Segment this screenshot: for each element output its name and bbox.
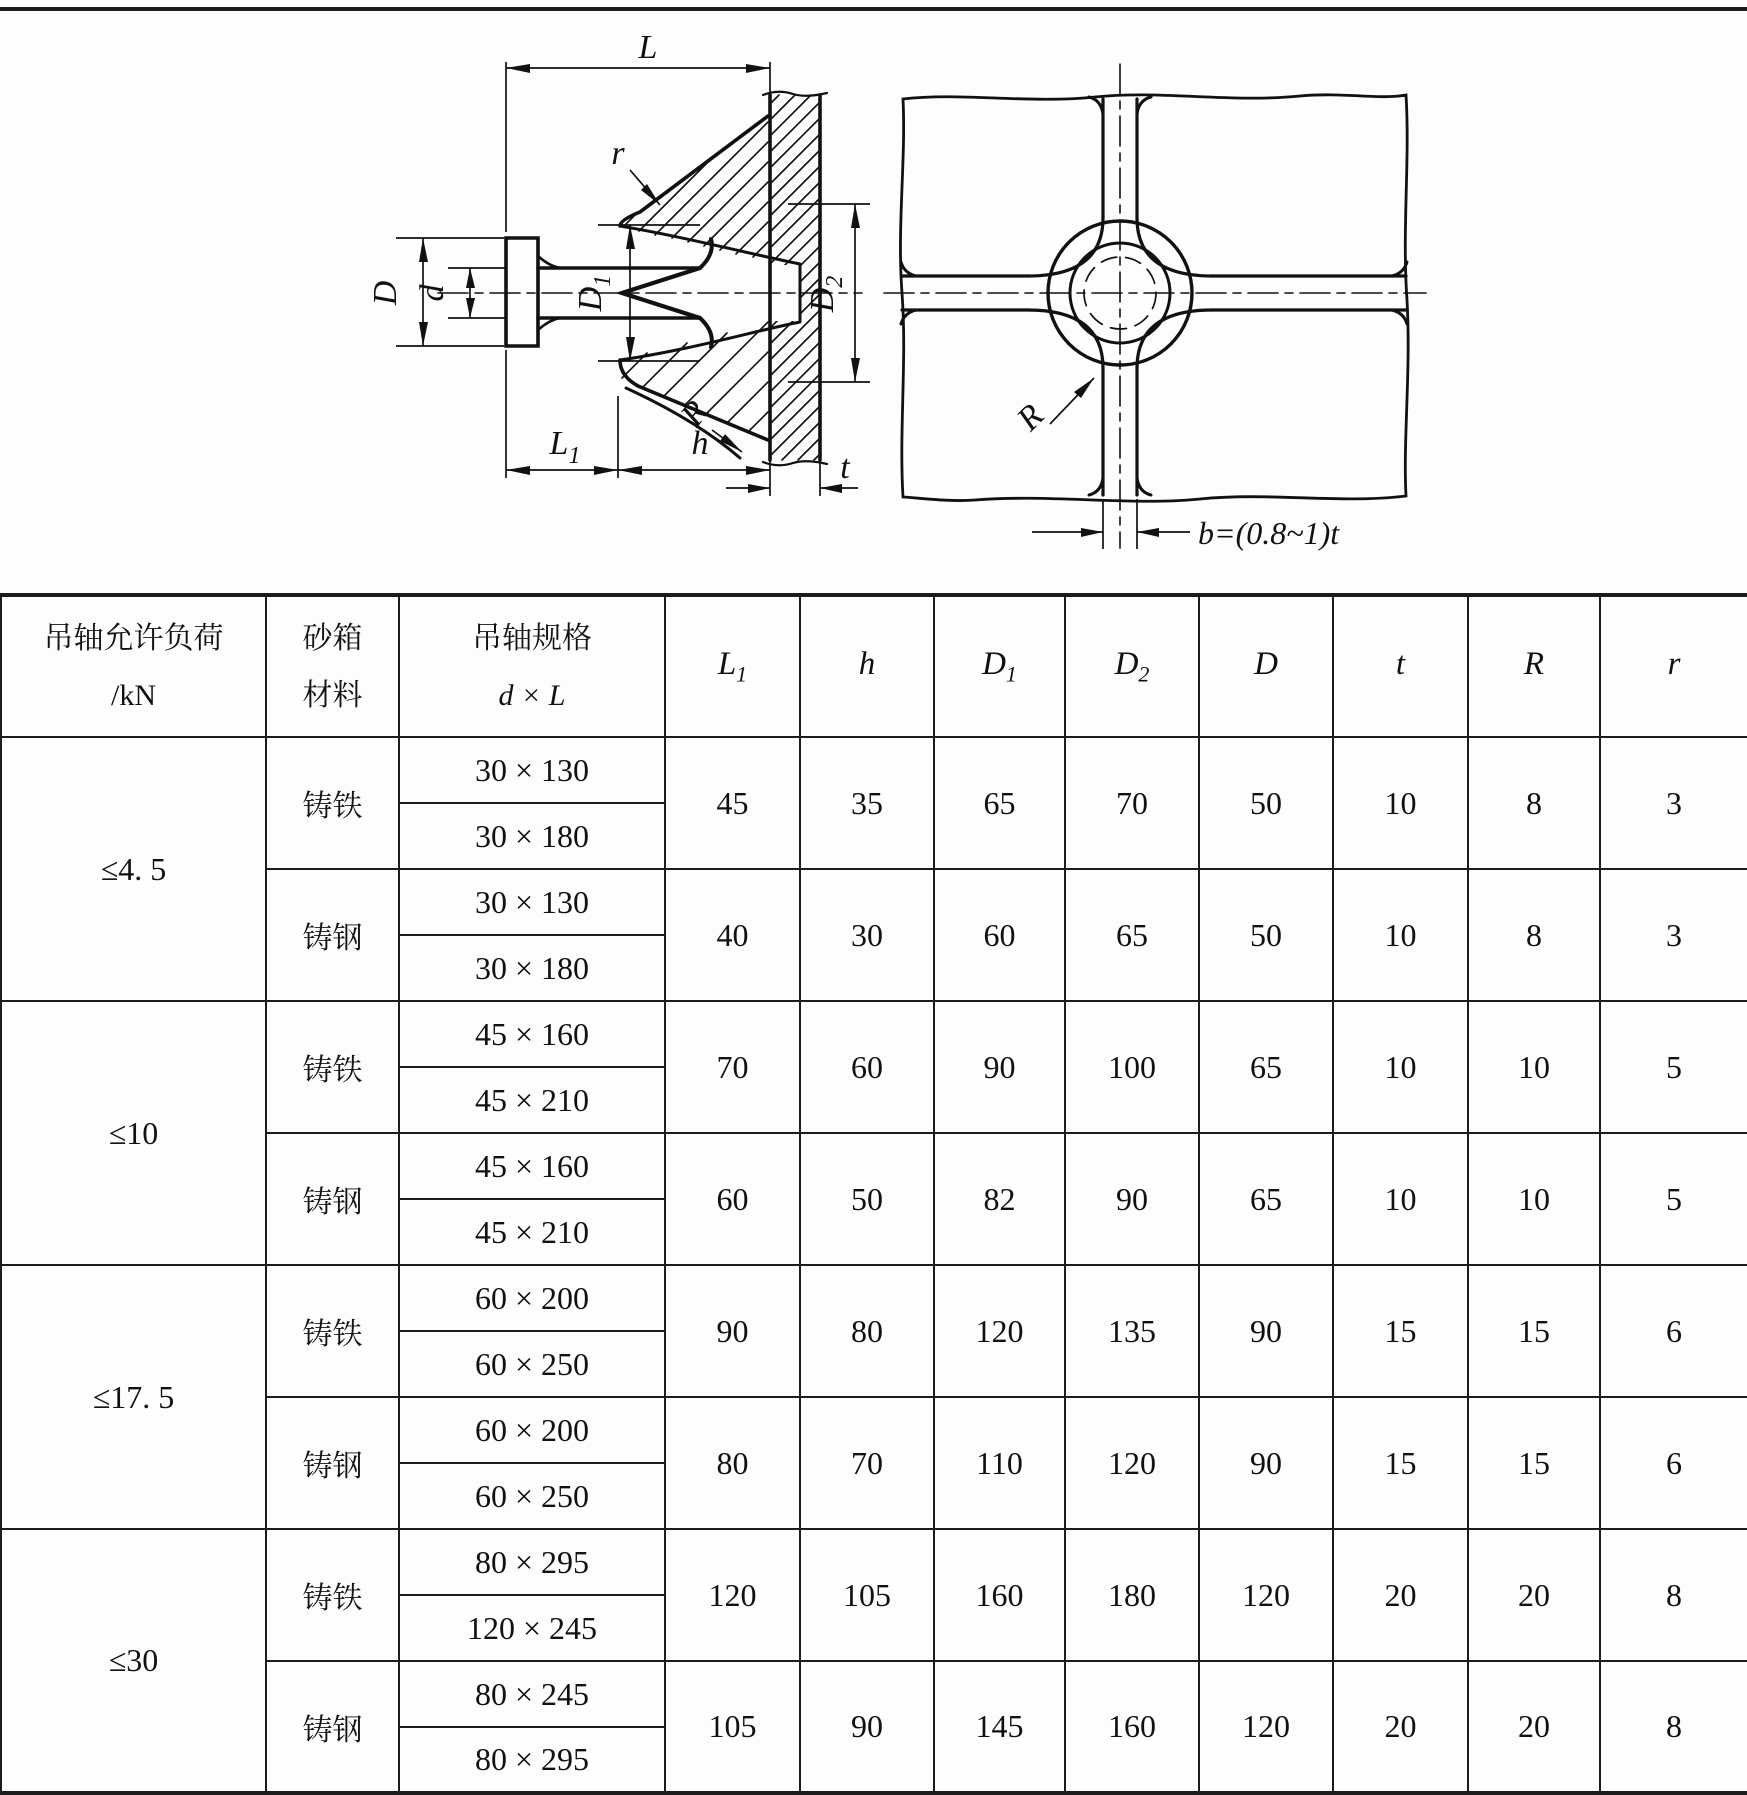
col-header-L1: $L_1$ bbox=[665, 595, 800, 737]
col-header-D2: $D_2$ bbox=[1065, 595, 1199, 737]
value-cell: 110 bbox=[934, 1397, 1065, 1529]
col-header-D1: $D_1$ bbox=[934, 595, 1065, 737]
spec-cell: 80 × 245 bbox=[399, 1661, 665, 1727]
dim-label-b-formula: b=(0.8~1)t bbox=[1198, 515, 1340, 551]
table-row bbox=[1, 1529, 1747, 1595]
value-cell: 40 bbox=[665, 869, 800, 1001]
value-cell: 60 bbox=[665, 1133, 800, 1265]
dim-label-L1: $L_1$ bbox=[549, 425, 581, 469]
dimension-annotations bbox=[367, 29, 1340, 551]
value-cell: 15 bbox=[1468, 1265, 1600, 1397]
spec-cell: 60 × 200 bbox=[399, 1397, 665, 1463]
spec-table bbox=[0, 593, 1747, 1795]
value-cell: 60 bbox=[800, 1001, 934, 1133]
value-cell: 70 bbox=[800, 1397, 934, 1529]
material-cell: 铸钢 bbox=[266, 1133, 399, 1265]
value-cell: 65 bbox=[1199, 1133, 1333, 1265]
value-cell: 8 bbox=[1468, 869, 1600, 1001]
value-cell: 20 bbox=[1468, 1661, 1600, 1793]
boss-upper-outline bbox=[620, 116, 768, 226]
dim-label-R-right: R bbox=[1010, 397, 1052, 439]
value-cell: 90 bbox=[665, 1265, 800, 1397]
spec-cell: 45 × 160 bbox=[399, 1133, 665, 1199]
dim-label-D: D bbox=[367, 280, 404, 306]
material-cell: 铸钢 bbox=[266, 1661, 399, 1793]
value-cell: 15 bbox=[1333, 1397, 1468, 1529]
spec-cell: 30 × 180 bbox=[399, 935, 665, 1001]
value-cell: 120 bbox=[1065, 1397, 1199, 1529]
table-row bbox=[1, 1001, 1747, 1067]
value-cell: 180 bbox=[1065, 1529, 1199, 1661]
value-cell: 120 bbox=[1199, 1529, 1333, 1661]
value-cell: 120 bbox=[1199, 1661, 1333, 1793]
drawing-svg bbox=[0, 0, 1747, 588]
value-cell: 3 bbox=[1600, 737, 1747, 869]
dim-label-h: h bbox=[691, 425, 709, 462]
value-cell: 60 bbox=[934, 869, 1065, 1001]
value-cell: 10 bbox=[1468, 1001, 1600, 1133]
col-header-h: h bbox=[800, 595, 934, 737]
value-cell: 160 bbox=[1065, 1661, 1199, 1793]
value-cell: 90 bbox=[1065, 1133, 1199, 1265]
material-cell: 铸钢 bbox=[266, 1397, 399, 1529]
spec-cell: 60 × 250 bbox=[399, 1331, 665, 1397]
right-face-view bbox=[884, 64, 1426, 548]
value-cell: 8 bbox=[1600, 1661, 1747, 1793]
load-cell: ≤17. 5 bbox=[1, 1265, 266, 1529]
value-cell: 135 bbox=[1065, 1265, 1199, 1397]
value-cell: 20 bbox=[1333, 1661, 1468, 1793]
spec-cell: 30 × 130 bbox=[399, 737, 665, 803]
value-cell: 15 bbox=[1468, 1397, 1600, 1529]
dim-label-D1: $D_1$ bbox=[572, 274, 616, 312]
dim-label-t: t bbox=[840, 449, 850, 486]
value-cell: 82 bbox=[934, 1133, 1065, 1265]
spec-cell: 30 × 130 bbox=[399, 869, 665, 935]
load-cell: ≤30 bbox=[1, 1529, 266, 1793]
dim-label-r: r bbox=[611, 135, 625, 172]
spec-cell: 60 × 250 bbox=[399, 1463, 665, 1529]
value-cell: 50 bbox=[1199, 869, 1333, 1001]
col-header-material: 砂箱 材料 bbox=[266, 595, 399, 737]
rib-end-flares bbox=[901, 97, 1407, 495]
value-cell: 65 bbox=[934, 737, 1065, 869]
value-cell: 80 bbox=[665, 1397, 800, 1529]
value-cell: 160 bbox=[934, 1529, 1065, 1661]
value-cell: 50 bbox=[800, 1133, 934, 1265]
value-cell: 3 bbox=[1600, 869, 1747, 1001]
load-cell: ≤4. 5 bbox=[1, 737, 266, 1001]
value-cell: 65 bbox=[1065, 869, 1199, 1001]
value-cell: 90 bbox=[934, 1001, 1065, 1133]
value-cell: 10 bbox=[1333, 1001, 1468, 1133]
spec-cell: 60 × 200 bbox=[399, 1265, 665, 1331]
value-cell: 6 bbox=[1600, 1397, 1747, 1529]
value-cell: 45 bbox=[665, 737, 800, 869]
table-row bbox=[1, 1265, 1747, 1331]
value-cell: 35 bbox=[800, 737, 934, 869]
value-cell: 90 bbox=[800, 1661, 934, 1793]
spec-cell: 80 × 295 bbox=[399, 1529, 665, 1595]
material-cell: 铸铁 bbox=[266, 1265, 399, 1397]
value-cell: 105 bbox=[800, 1529, 934, 1661]
left-section-view bbox=[438, 92, 862, 466]
value-cell: 5 bbox=[1600, 1001, 1747, 1133]
dim-label-D2: $D_2$ bbox=[804, 275, 848, 313]
value-cell: 15 bbox=[1333, 1265, 1468, 1397]
value-cell: 6 bbox=[1600, 1265, 1747, 1397]
value-cell: 145 bbox=[934, 1661, 1065, 1793]
value-cell: 20 bbox=[1333, 1529, 1468, 1661]
trunnion-head bbox=[506, 238, 538, 346]
spec-cell: 80 × 295 bbox=[399, 1727, 665, 1793]
dim-label-d: d bbox=[414, 284, 451, 302]
value-cell: 90 bbox=[1199, 1265, 1333, 1397]
value-cell: 5 bbox=[1600, 1133, 1747, 1265]
value-cell: 10 bbox=[1468, 1133, 1600, 1265]
value-cell: 70 bbox=[1065, 737, 1199, 869]
value-cell: 120 bbox=[934, 1265, 1065, 1397]
value-cell: 8 bbox=[1468, 737, 1600, 869]
value-cell: 105 bbox=[665, 1661, 800, 1793]
col-header-R: R bbox=[1468, 595, 1600, 737]
spec-cell: 30 × 180 bbox=[399, 803, 665, 869]
spec-cell: 45 × 210 bbox=[399, 1067, 665, 1133]
spec-cell: 45 × 210 bbox=[399, 1199, 665, 1265]
dim-label-L: L bbox=[638, 29, 658, 66]
value-cell: 30 bbox=[800, 869, 934, 1001]
break-boundary bbox=[900, 95, 1408, 501]
value-cell: 50 bbox=[1199, 737, 1333, 869]
col-header-t: t bbox=[1333, 595, 1468, 737]
value-cell: 70 bbox=[665, 1001, 800, 1133]
value-cell: 80 bbox=[800, 1265, 934, 1397]
spec-cell: 120 × 245 bbox=[399, 1595, 665, 1661]
technical-drawing bbox=[0, 0, 1747, 588]
spec-cell: 45 × 160 bbox=[399, 1001, 665, 1067]
col-header-load: 吊轴允许负荷 /kN bbox=[1, 595, 266, 737]
value-cell: 120 bbox=[665, 1529, 800, 1661]
value-cell: 8 bbox=[1600, 1529, 1747, 1661]
col-header-D: D bbox=[1199, 595, 1333, 737]
table-header-row bbox=[1, 595, 1747, 737]
col-header-r: r bbox=[1600, 595, 1747, 737]
col-header-spec: 吊轴规格 d × L bbox=[399, 595, 665, 737]
value-cell: 65 bbox=[1199, 1001, 1333, 1133]
value-cell: 10 bbox=[1333, 869, 1468, 1001]
value-cell: 100 bbox=[1065, 1001, 1199, 1133]
material-cell: 铸铁 bbox=[266, 737, 399, 869]
material-cell: 铸铁 bbox=[266, 1529, 399, 1661]
material-cell: 铸钢 bbox=[266, 869, 399, 1001]
material-cell: 铸铁 bbox=[266, 1001, 399, 1133]
value-cell: 10 bbox=[1333, 1133, 1468, 1265]
load-cell: ≤10 bbox=[1, 1001, 266, 1265]
value-cell: 20 bbox=[1468, 1529, 1600, 1661]
table-row bbox=[1, 737, 1747, 803]
value-cell: 10 bbox=[1333, 737, 1468, 869]
top-rule bbox=[0, 7, 1747, 11]
value-cell: 90 bbox=[1199, 1397, 1333, 1529]
dim-label-R-left: R bbox=[673, 393, 716, 434]
